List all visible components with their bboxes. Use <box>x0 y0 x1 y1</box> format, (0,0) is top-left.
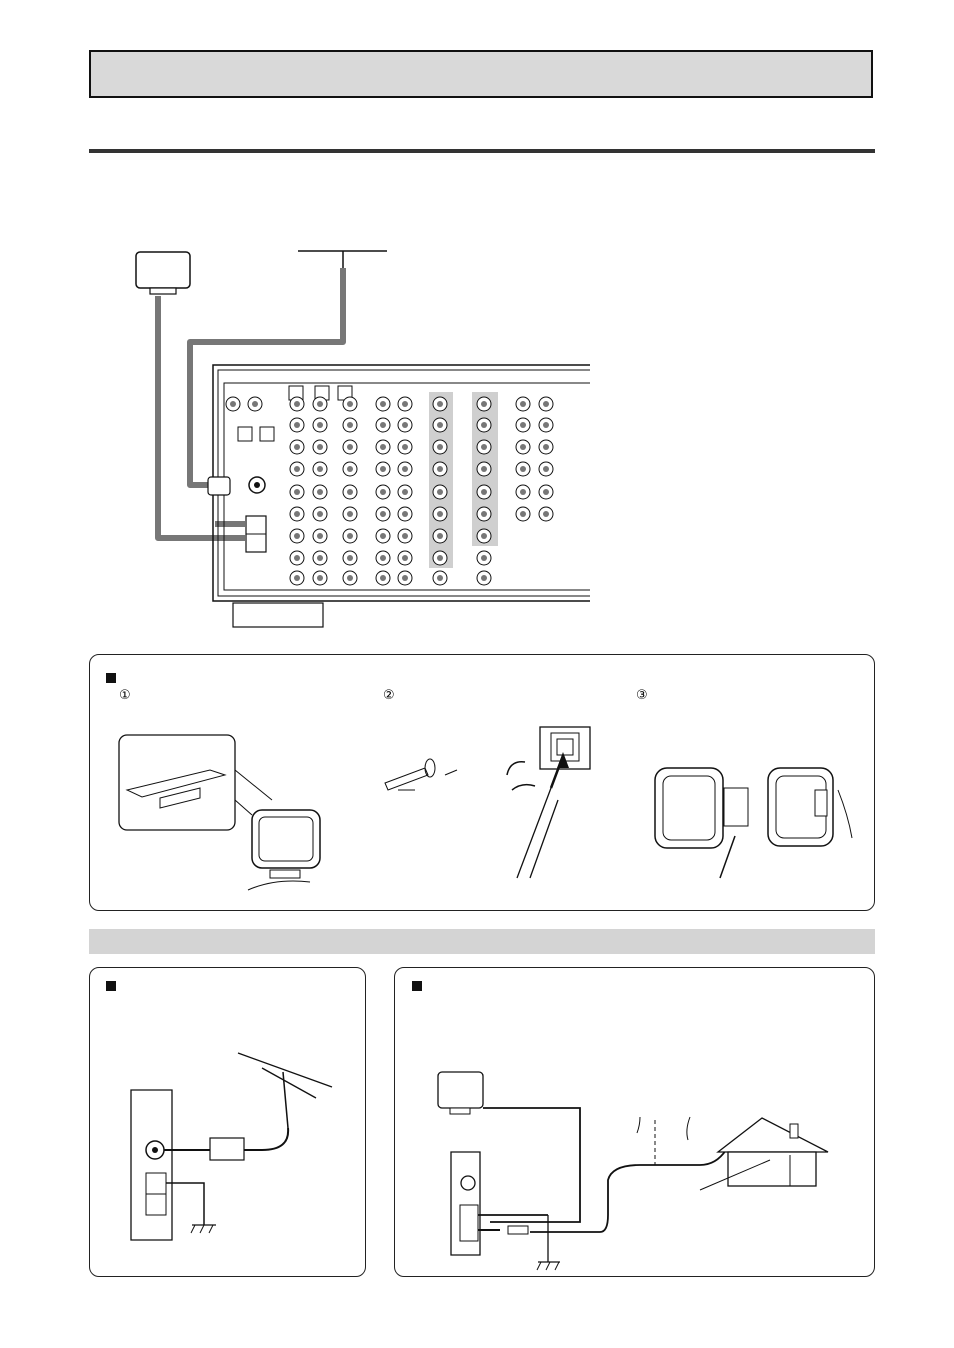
house-icon <box>700 1118 828 1190</box>
am-wire-antenna-icon <box>530 1117 758 1232</box>
outdoor-fm-antenna-icon <box>238 1053 332 1150</box>
step-3-number: ③ <box>636 688 648 703</box>
step-1-number: ① <box>119 688 131 703</box>
ground-icon <box>537 1262 560 1270</box>
receiver-jack-detail-icon <box>131 1090 262 1240</box>
step-2-number: ② <box>383 688 395 703</box>
receiver-jack-detail-icon <box>451 1152 548 1262</box>
ground-icon <box>191 1225 216 1233</box>
